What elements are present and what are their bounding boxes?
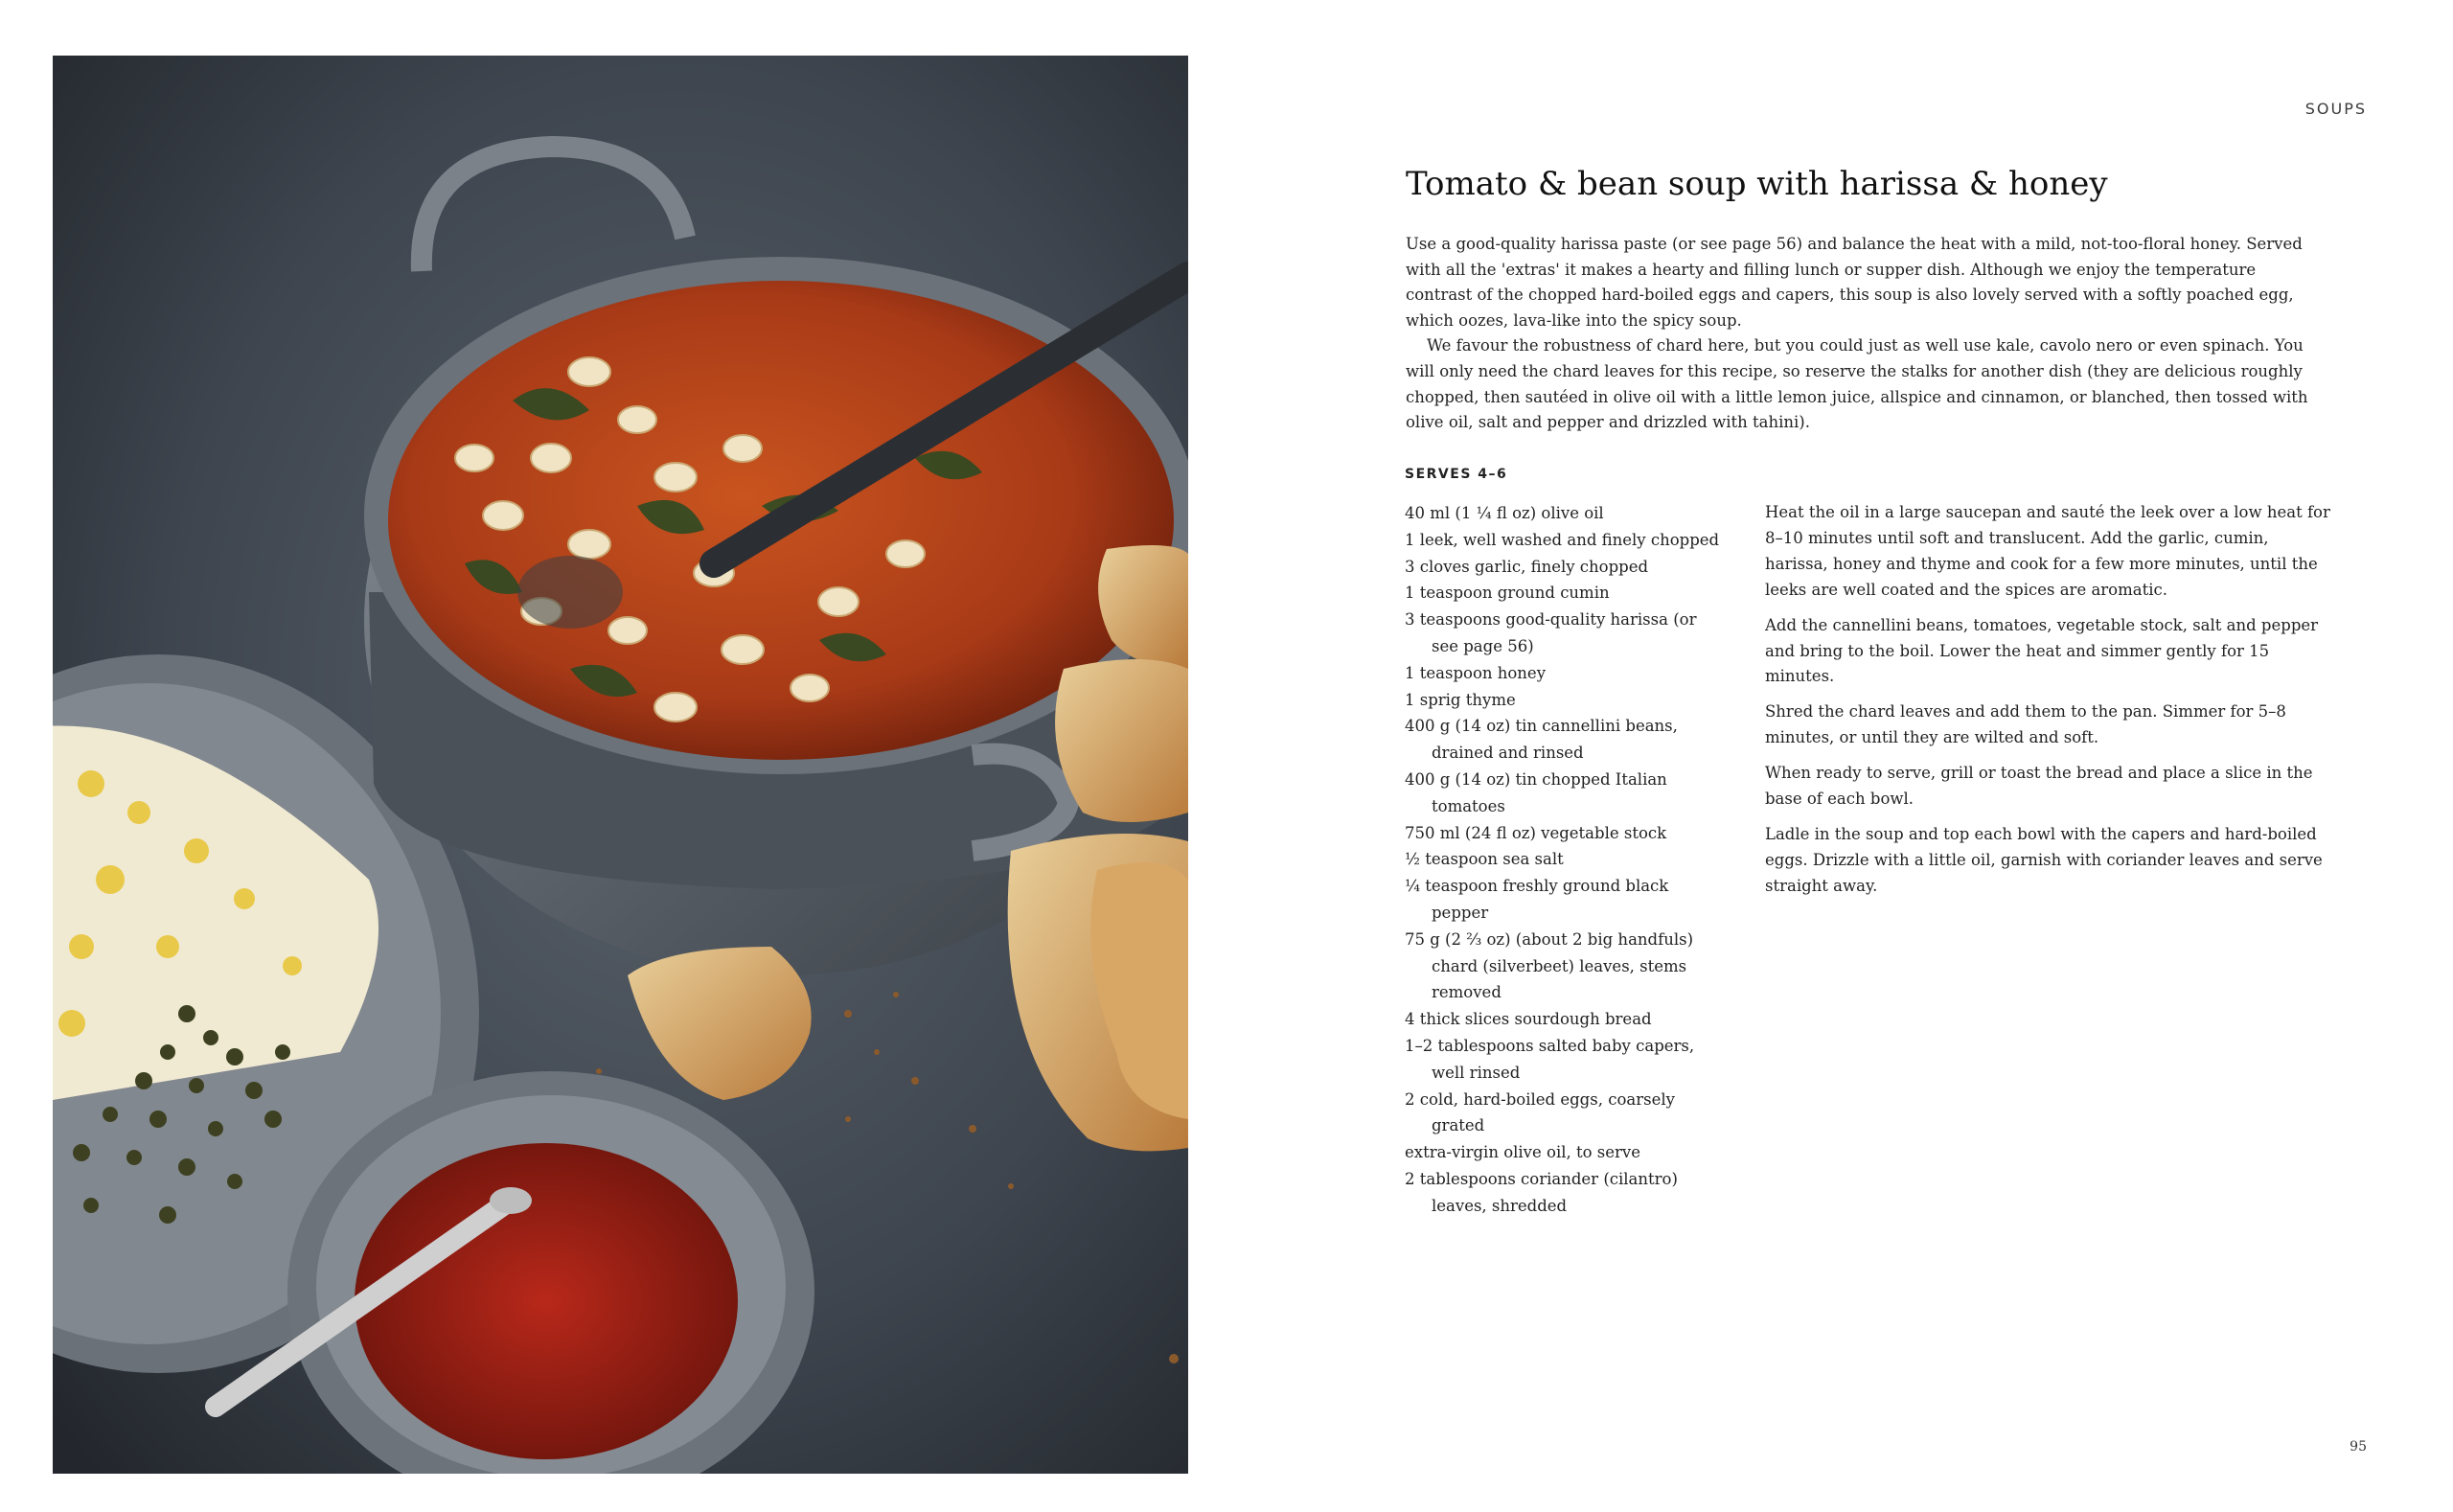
ingredient-item: 1 sprig thyme	[1405, 690, 1516, 709]
ingredient-item: 750 ml (24 fl oz) vegetable stock	[1405, 823, 1667, 842]
soup-photo	[53, 56, 1188, 1474]
ingredient-item: 400 g (14 oz) tin chopped Italian tomatoes	[1405, 769, 1667, 815]
ingredient-item: ½ teaspoon sea salt	[1405, 850, 1564, 869]
method-steps	[1765, 500, 2335, 909]
ingredient-item: 3 cloves garlic, finely chopped	[1405, 557, 1649, 576]
ingredient-item: 400 g (14 oz) tin cannellini beans, drained and rinsed	[1405, 717, 1678, 763]
ingredient-item: 1 leek, well washed and finely chopped	[1405, 530, 1720, 549]
ingredient-item: 40 ml (1 ¼ fl oz) olive oil	[1405, 504, 1604, 522]
running-head: SOUPS	[2304, 100, 2367, 118]
ingredient-list	[1405, 500, 1721, 1220]
method-step: Shred the chard leaves and add them to the pan. Simmer for 5–8 minutes, or until they are wilted and soft.	[1765, 702, 2286, 747]
method-step: When ready to serve, grill or toast the bread and place a slice in the base of each bowl.	[1765, 764, 2313, 809]
intro-paragraph: Use a good-quality harissa paste (or see page 56) and balance the heat with a mild, not-too-floral honey. Served with all the 'extras' it makes a hearty and filling lunch or supper dish. Although we enjoy the temperature contrast of the chopped hard-boiled eggs and capers, this soup is also lovely served with a softly poached egg, which oozes, lava-like into the spicy soup.	[1406, 235, 2303, 330]
ingredient-item: ¼ teaspoon freshly ground black pepper	[1405, 877, 1669, 922]
method-step: Ladle in the soup and top each bowl with the capers and hard-boiled eggs. Drizzle with a little oil, garnish with coriander leaves and serve straight away.	[1765, 824, 2323, 895]
ingredient-item: 4 thick slices sourdough bread	[1405, 1010, 1652, 1029]
ingredient-item: 1 teaspoon honey	[1405, 663, 1547, 682]
ingredient-item: 75 g (2 ⅔ oz) (about 2 big handfuls) chard (silverbeet) leaves, stems removed	[1405, 929, 1694, 1002]
ingredient-item: extra-virgin olive oil, to serve	[1405, 1143, 1641, 1162]
method-step: Add the cannellini beans, tomatoes, vegetable stock, salt and pepper and bring to the boil. Lower the heat and simmer gently for 15 minutes.	[1765, 615, 2319, 686]
ingredient-item: 2 tablespoons coriander (cilantro) leaves, shredded	[1405, 1169, 1678, 1215]
ingredient-item: 2 cold, hard-boiled eggs, coarsely grated	[1405, 1089, 1675, 1135]
ingredient-item: 1 teaspoon ground cumin	[1405, 584, 1610, 603]
soup-illustration	[53, 56, 1188, 1474]
recipe-title: Tomato & bean soup with harissa & honey	[1406, 165, 2108, 203]
serves-label: SERVES 4–6	[1405, 467, 1508, 482]
recipe-intro	[1406, 232, 2316, 436]
page-number: 95	[2350, 1439, 2367, 1455]
ingredient-item: 3 teaspoons good-quality harissa (or see page 56)	[1405, 610, 1697, 655]
method-step: Heat the oil in a large saucepan and sauté the leek over a low heat for 8–10 minutes until soft and translucent. Add the garlic, cumin, harissa, honey and thyme and cook for a few more minutes, until the leeks are well coated and the spices are aromatic.	[1765, 503, 2330, 599]
intro-paragraph: We favour the robustness of chard here, but you could just as well use kale, cavolo nero or even spinach. You will only need the chard leaves for this recipe, so reserve the stalks for another dish (they are delicious roughly chopped, then sautéed in olive oil with a little lemon juice, allspice and cinnamon, or blanched, then tossed with olive oil, salt and pepper and drizzled with tahini).	[1406, 336, 2308, 432]
ingredient-item: 1–2 tablespoons salted baby capers, well rinsed	[1405, 1036, 1695, 1082]
